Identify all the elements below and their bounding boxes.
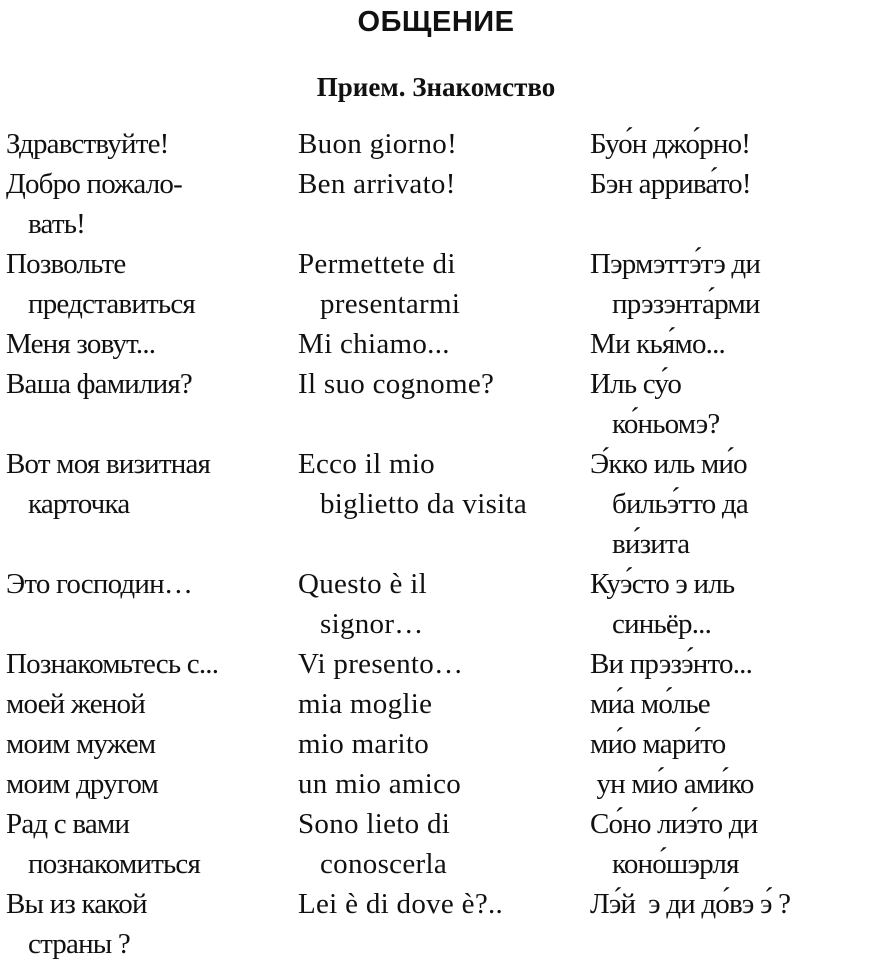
transcription: Иль су́о ко́ньомэ?	[590, 368, 720, 440]
russian-phrase: Здравствуйте!	[6, 128, 169, 160]
russian-phrase: Рад с вами познакомиться	[6, 808, 201, 880]
russian-phrase: Это господин…	[6, 568, 193, 600]
section-subtitle: Прием. Знакомство	[316, 72, 556, 102]
italian-phrase: Sono lieto di conoscerla	[298, 808, 451, 880]
italian-phrase: mio marito	[298, 728, 430, 760]
transcription: ун ми́о ами́ко	[590, 768, 754, 800]
transcription: Пэрмэттэ́тэ ди прэзэнта́рми	[590, 248, 761, 320]
italian-phrase: Il suo cognome?	[298, 368, 495, 400]
italian-phrase: Permettete di presentarmi	[298, 248, 461, 320]
russian-phrase: Ваша фамилия?	[6, 368, 193, 400]
italian-phrase: un mio amico	[298, 768, 462, 800]
italian-phrase: Lei è di dove è?..	[298, 888, 504, 920]
russian-phrase: Познакомьтесь с...	[6, 648, 219, 680]
italian-phrase: Mi chiamo...	[298, 328, 450, 360]
russian-phrase: моим другом	[6, 768, 159, 800]
transcription: ми́а мо́лье	[590, 688, 710, 720]
russian-phrase: Меня зовут...	[6, 328, 156, 360]
russian-phrase: Позвольте представиться	[6, 248, 195, 320]
transcription: ми́о мари́то	[590, 728, 726, 760]
italian-phrase: Ben arrivato!	[298, 168, 456, 200]
transcription: Ви прэзэ́нто...	[590, 648, 753, 680]
russian-phrase: моей женой	[6, 688, 145, 720]
transcription: Бэн аррива́то!	[590, 168, 751, 200]
transcription: Лэ́й э ди до́вэ э́ ?	[590, 888, 791, 920]
russian-phrase: моим мужем	[6, 728, 156, 760]
italian-phrase: Buon giorno!	[298, 128, 458, 160]
transcription: Э́кко иль ми́о бильэ́тто да ви́зита	[590, 448, 748, 560]
russian-phrase: Вы из какой страны ?	[6, 888, 147, 960]
italian-phrase: Questo è il signor…	[298, 568, 427, 640]
transcription: Со́но лиэ́то ди коно́шэрля	[590, 808, 758, 880]
italian-phrase: Vi presento…	[298, 648, 464, 680]
italian-phrase: mia moglie	[298, 688, 433, 720]
italian-phrase: Ecco il mio biglietto da visita	[298, 448, 528, 520]
transcription: Буо́н джо́рно!	[590, 128, 751, 160]
transcription: Куэ́сто э иль синьёр...	[590, 568, 735, 640]
transcription: Ми кья́мо...	[590, 328, 726, 360]
russian-phrase: Вот моя визитная карточка	[6, 448, 211, 520]
page-title: ОБЩЕНИЕ	[357, 6, 515, 38]
russian-phrase: Добро пожало- вать!	[6, 168, 182, 240]
